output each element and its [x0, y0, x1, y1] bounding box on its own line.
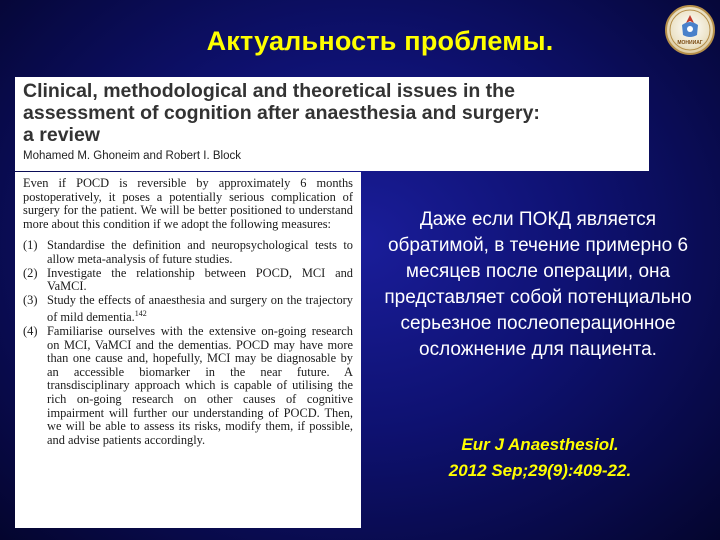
paper-title-line: assessment of cognition after anaesthesia and surgery:: [23, 102, 540, 124]
list-item-text: Standardise the definition and neuropsychological tests to allow meta-analysis of future studies.: [47, 238, 353, 266]
paper-authors: Mohamed M. Ghoneim and Robert I. Block: [23, 150, 241, 162]
logo-text: МОНИИАГ: [677, 40, 703, 46]
list-item-text: Familiarise ourselves with the extensive on-going research on MCI, VaMCI and the dementias. POCD may have more than one cause and, hopefully, MCI may be diagnosable by an accessible biomarker in the near future. A transdisciplinary approach which is capable of utilising the rich on-going research on other causes of cognitive impairment will further our understanding of POCD. Then, we will be able to assess its risks, modify them, if possible, and advise patients accordingly.: [47, 324, 353, 447]
excerpt-intro: Even if POCD is reversible by approximately 6 months postoperatively, it poses a potentially serious complication of surgery for the patient. We will be better positioned to understand more about this condition if we adopt the following measures:: [23, 176, 353, 231]
paper-title-line: Clinical, methodological and theoretical issues in the: [23, 80, 515, 102]
list-item-number: (2): [23, 265, 38, 280]
list-item: [23, 239, 353, 266]
paper-excerpt: [15, 172, 361, 528]
list-item: [23, 294, 353, 325]
slide-title: Актуальность проблемы.: [206, 26, 554, 56]
reference-marker: 142: [134, 309, 147, 319]
list-item-text: Study the effects of anaesthesia and surgery on the trajectory of mild dementia.: [47, 292, 353, 325]
list-item-text: Investigate the relationship between POCD, MCI and VaMCI.: [47, 265, 353, 294]
list-item-number: (4): [23, 324, 38, 339]
citation-date: 2012 Sep;29(9):409-22.: [448, 461, 632, 480]
logo-emblem-icon: [667, 7, 713, 53]
paper-header: [15, 77, 649, 171]
citation: [410, 432, 670, 484]
institution-logo: [665, 5, 715, 55]
list-item-number: (3): [23, 292, 38, 307]
list-item-number: (1): [23, 238, 38, 253]
list-item: [23, 325, 353, 447]
list-item: [23, 267, 353, 294]
citation-journal: Eur J Anaesthesiol.: [461, 435, 619, 454]
russian-summary: Даже если ПОКД является обратимой, в течение примерно 6 месяцев после операции, она представляет собой потенциально серьезное послеоперационное осложнение для пациента.: [384, 209, 692, 360]
paper-title: [23, 80, 641, 146]
paper-title-line: a review: [23, 124, 100, 146]
list-item-text-wrap: [47, 294, 353, 325]
measures-list: [23, 239, 353, 447]
